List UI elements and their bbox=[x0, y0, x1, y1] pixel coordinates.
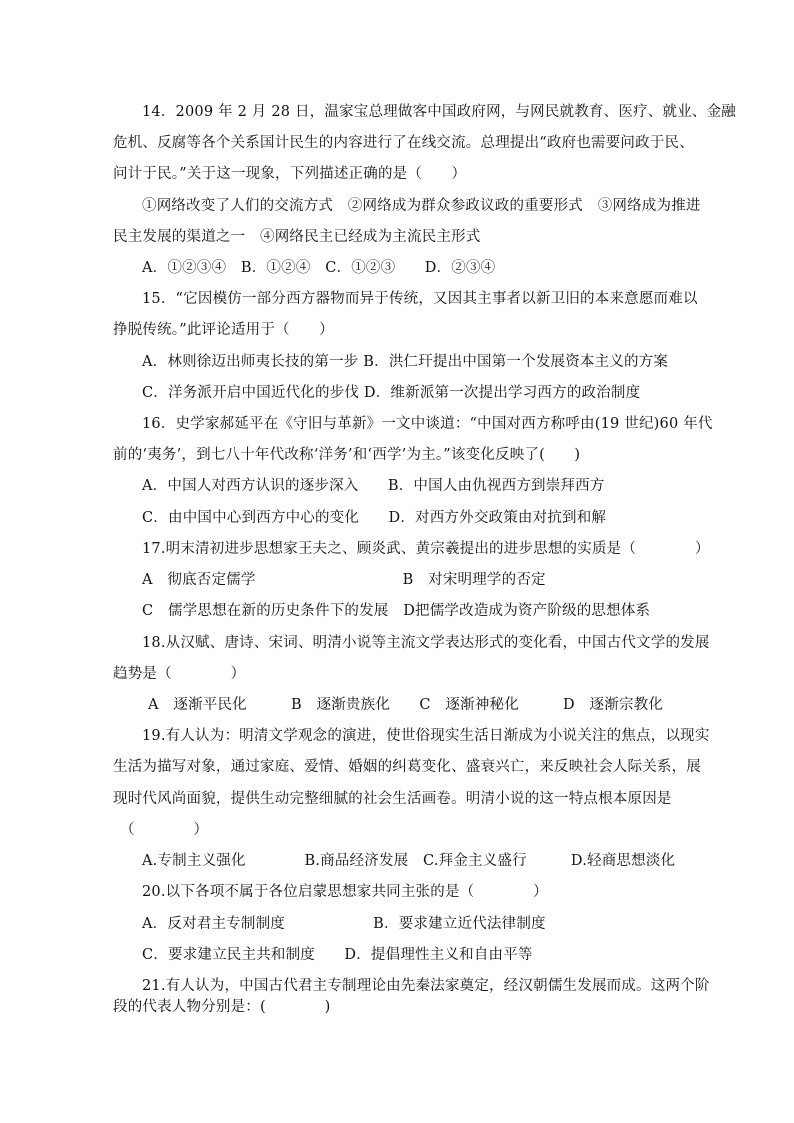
question-14-line-4: ①网络改变了人们的交流方式 ②网络成为群众参政议政的重要形式 ③网络成为推进 bbox=[142, 198, 701, 214]
question-19-line-3: 现时代风尚面貌，提供生动完整细腻的社会生活画卷。明清小说的这一特点根本原因是 bbox=[113, 791, 672, 807]
question-14-line-5: 民主发展的渠道之一 ④网络民主已经成为主流民主形式 bbox=[113, 229, 481, 245]
question-17-options-ab: A 彻底否定儒学 B 对宋明理学的否定 bbox=[142, 572, 546, 588]
question-19-options: A.专制主义强化 B.商品经济发展 C.拜金主义盛行 D.轻商思想淡化 bbox=[142, 853, 676, 869]
question-16-options-ab: A．中国人对西方认识的逐步深入 B．中国人由仇视西方到崇拜西方 bbox=[142, 478, 605, 494]
question-15-options-cd: C．洋务派开启中国近代化的步伐 D．维新派第一次提出学习西方的政治制度 bbox=[142, 385, 641, 401]
question-16-options-cd: C．由中国中心到西方中心的变化 D．对西方外交政策由对抗到和解 bbox=[142, 510, 607, 526]
question-18-line-1: 18.从汉赋、唐诗、宋词、明清小说等主流文学表达形式的变化看，中国古代文学的发展 bbox=[142, 635, 710, 651]
question-14-options: A．①②③④ B．①②④ C．①②③ D．②③④ bbox=[142, 260, 496, 276]
question-14-line-1: 14．2009 年 2 月 28 日，温家宝总理做客中国政府网，与网民就教育、医疗、就业、金融 bbox=[142, 104, 736, 120]
question-16-line-2: 前的‘夷务’，到七八十年代改称‘洋务’和‘西学’为主。”该变化反映了( ) bbox=[113, 447, 581, 463]
question-17-line-1: 17.明末清初进步思想家王夫之、顾炎武、黄宗羲提出的进步思想的实质是（ ） bbox=[142, 541, 710, 557]
question-20-line-1: 20.以下各项不属于各位启蒙思想家共同主张的是（ ） bbox=[142, 884, 548, 900]
question-15-line-2: 挣脱传统。”此评论适用于（ ） bbox=[113, 322, 334, 338]
question-21-line-1: 21.有人认为，中国古代君主专制理论由先秦法家奠定，经汉朝儒生发展而成。这两个阶 bbox=[142, 978, 710, 994]
question-14-line-2: 危机、反腐等各个关系国计民生的内容进行了在线交流。总理提出“政府也需要问政于民、 bbox=[113, 135, 694, 151]
question-20-options-cd: C．要求建立民主共和制度 D．提倡理性主义和自由平等 bbox=[142, 947, 533, 963]
question-15-options-ab: A．林则徐迈出师夷长技的第一步 B．洪仁玕提出中国第一个发展资本主义的方案 bbox=[142, 354, 669, 370]
question-21-line-2: 段的代表人物分别是：( ) bbox=[113, 999, 331, 1015]
question-16-line-1: 16．史学家郝延平在《守旧与革新》一文中谈道：“中国对西方称呼由(19 世纪)60 年代 bbox=[142, 416, 713, 432]
question-17-options-cd: C 儒学思想在新的历史条件下的发展 D把儒学改造成为资产阶级的思想体系 bbox=[142, 603, 651, 619]
question-14-line-3: 问计于民。”关于这一现象，下列描述正确的是（ ） bbox=[113, 166, 467, 182]
question-19-line-1: 19.有人认为：明清文学观念的演进，使世俗现实生活日渐成为小说关注的焦点，以现实 bbox=[142, 728, 710, 744]
question-15-line-1: 15．“它因模仿一部分西方器物而异于传统，又因其主事者以新卫旧的本来意愿而难以 bbox=[142, 291, 698, 307]
question-19-line-2: 生活为描写对象，通过家庭、爱情、婚姻的纠葛变化、盛衰兴亡，来反映社会人际关系，展 bbox=[113, 759, 701, 775]
question-20-options-ab: A．反对君主专制制度 B．要求建立近代法律制度 bbox=[142, 916, 546, 932]
question-19-line-4: （ ） bbox=[120, 822, 209, 838]
question-18-line-2: 趋势是（ ） bbox=[113, 666, 246, 682]
question-18-options: A 逐渐平民化 B 逐渐贵族化 C 逐渐神秘化 D 逐渐宗教化 bbox=[148, 697, 664, 713]
